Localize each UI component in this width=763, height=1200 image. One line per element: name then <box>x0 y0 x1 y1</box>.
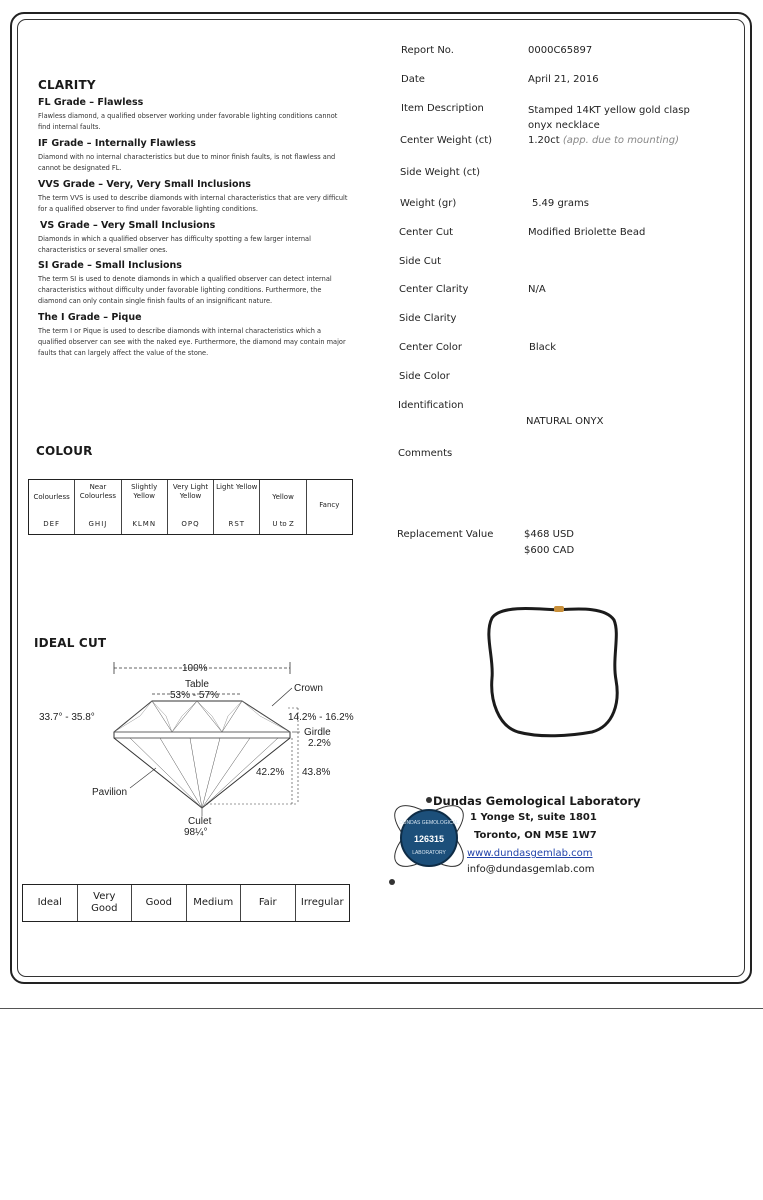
colour-cell-slightly-yellow <box>122 480 168 534</box>
clarity-desc-si: The term SI is used to denote diamonds in which a qualified observer can detect internal characteristics without difficulty under favorable lighting conditions. Furthermore, the diamond can only contain single finish faults of an insignificant nature. <box>38 275 332 305</box>
pavilion-depth-label: 42.2% <box>256 767 285 778</box>
seal-orbit-dot <box>426 797 432 803</box>
field-label-center-weight: Center Weight (ct) <box>400 135 493 146</box>
clarity-desc-vvs: The term VVS is used to describe diamonds with internal characteristics that are very difficult for a qualified observer to find under favorable lighting conditions. <box>38 194 348 213</box>
colour-cell-grades: DEF <box>43 520 61 528</box>
culet-value-label: 98¼° <box>184 827 208 838</box>
clarity-title: CLARITY <box>38 78 96 92</box>
crown-star-facets <box>114 701 290 732</box>
colour-cell-very-light-yellow <box>168 480 214 534</box>
girdle-label: Girdle <box>304 727 331 738</box>
colour-cell-grades: RST <box>228 520 246 528</box>
clarity-desc-vs: Diamonds in which a qualified observer has difficulty spotting a few larger internal characteristics or several smaller ones. <box>38 235 311 254</box>
clarity-desc-if: Diamond with no internal characteristics but due to minor finish faults, is not flawless and cannot be designated FL. <box>38 153 336 172</box>
field-value-center-color: Black <box>529 342 557 353</box>
clarity-grade-vs: VS Grade – Very Small Inclusions <box>40 220 216 231</box>
crown-height-label: 14.2% - 16.2% <box>288 712 354 723</box>
lab-address-line1: 1 Yonge St, suite 1801 <box>470 812 597 823</box>
field-label-comments: Comments <box>398 448 453 459</box>
field-label-center-cut: Center Cut <box>399 227 454 238</box>
colour-cell-grades: GHIJ <box>88 520 108 528</box>
colour-cell-grades: OPQ <box>181 520 200 528</box>
field-value-center-cut: Modified Briolette Bead <box>528 227 646 238</box>
pavilion-facet <box>190 738 202 808</box>
colour-cell-label: Light Yellow <box>216 483 258 491</box>
seal-orbit-dot <box>389 879 395 885</box>
clarity-grade-fl: FL Grade – Flawless <box>38 97 144 108</box>
page-edge-line <box>0 1008 763 1009</box>
colour-cell-label: Yellow <box>272 493 294 501</box>
field-label-side-color: Side Color <box>399 371 450 382</box>
colour-cell-light-yellow <box>214 480 260 534</box>
colour-cell-label: Fancy <box>319 501 340 509</box>
field-label-weight-gr: Weight (gr) <box>400 198 457 209</box>
clarity-desc-i: The term I or Pique is used to describe diamonds with internal characteristics which a qualified observer can see with the naked eye. Furthermore, the diamond may contain major faults that can largely affect the value of the stone. <box>38 327 346 357</box>
colour-cell-grades: KLMN <box>132 520 157 528</box>
cut-grade-very-good: Very Good <box>78 885 133 921</box>
colour-cell-grades: U to Z <box>272 520 294 528</box>
field-label-report-no: Report No. <box>401 45 454 56</box>
center-weight-value: 1.20ct <box>528 135 560 146</box>
center-weight-note: (app. due to mounting) <box>562 135 680 146</box>
cut-grade-good: Good <box>132 885 187 921</box>
field-value-item-description: Stamped 14KT yellow gold clasp onyx necklace <box>528 105 690 131</box>
field-label-identification: Identification <box>398 400 464 411</box>
field-label-center-color: Center Color <box>399 342 462 353</box>
necklace-clasp <box>554 606 564 612</box>
field-label-replacement-value: Replacement Value <box>397 529 494 540</box>
lab-email: info@dundasgemlab.com <box>467 864 595 875</box>
field-value-date: April 21, 2016 <box>528 74 599 85</box>
diamond-proportions-diagram <box>30 658 360 838</box>
field-value-center-clarity: N/A <box>528 284 546 295</box>
ideal-cut-title: IDEAL CUT <box>34 636 107 650</box>
culet-label: Culet <box>188 816 212 827</box>
seal-text-bottom: LABORATORY <box>412 850 446 856</box>
colour-cell-label: Very Light Yellow <box>172 483 209 500</box>
lab-name: Dundas Gemological Laboratory <box>433 794 641 808</box>
field-label-side-weight: Side Weight (ct) <box>400 167 481 178</box>
colour-cell-yellow <box>260 480 306 534</box>
cut-grade-irregular: Irregular <box>300 897 344 908</box>
clarity-grade-vvs: VVS Grade – Very, Very Small Inclusions <box>38 179 251 190</box>
pavilion-pointer <box>130 768 156 788</box>
colour-cell-label: Slightly Yellow <box>131 483 158 500</box>
cut-grade-medium: Medium <box>187 885 242 921</box>
total-width-label: 100% <box>182 663 208 674</box>
pavilion-facet <box>202 738 220 808</box>
pavilion-label: Pavilion <box>92 787 128 798</box>
clarity-grade-if: IF Grade – Internally Flawless <box>38 138 196 149</box>
field-value-weight-gr: 5.49 grams <box>532 198 589 209</box>
field-label-item-description: Item Description <box>401 103 484 114</box>
colour-title: COLOUR <box>36 444 93 458</box>
diamond-outline <box>114 701 290 808</box>
colour-cell-label: Near Colourless <box>79 483 117 500</box>
total-depth-label: 43.8% <box>302 767 331 778</box>
seal-number: 126315 <box>413 834 445 844</box>
replacement-value-cad: $600 CAD <box>524 545 575 556</box>
table-label: Table <box>185 679 209 690</box>
seal-text-top: DUNDAS GEMOLOGICAL <box>399 820 459 826</box>
table-range-label: 53% - 57% <box>170 690 219 701</box>
colour-cell-fancy <box>307 480 352 534</box>
clarity-desc-fl: Flawless diamond, a qualified observer working under favorable lighting conditions cannot find internal faults. <box>38 112 338 131</box>
colour-scale-table <box>28 479 353 535</box>
lab-website-link[interactable]: www.dundasgemlab.com <box>467 848 593 859</box>
cut-grade-ideal: Ideal <box>23 885 78 921</box>
colour-cell-near-colourless <box>75 480 121 534</box>
field-label-side-clarity: Side Clarity <box>399 313 457 324</box>
crown-facets <box>114 701 290 732</box>
clarity-grade-i: The I Grade – Pique <box>38 312 142 323</box>
girdle-value-label: 2.2% <box>308 738 331 749</box>
pavilion-facet <box>202 738 250 808</box>
field-label-center-clarity: Center Clarity <box>399 284 469 295</box>
field-label-date: Date <box>401 74 425 85</box>
colour-cell-label: Colourless <box>33 493 70 501</box>
cut-grade-fair: Fair <box>241 885 296 921</box>
field-value-center-weight <box>528 135 679 146</box>
field-value-identification: NATURAL ONYX <box>526 416 604 427</box>
clarity-grade-si: SI Grade – Small Inclusions <box>38 260 182 271</box>
field-value-report-no: 0000C65897 <box>528 45 593 56</box>
necklace-strand <box>489 608 617 735</box>
colour-cell-colourless <box>29 480 75 534</box>
pavilion-facet <box>130 738 202 808</box>
cut-grade-table <box>22 884 350 922</box>
necklace-photo <box>470 598 640 760</box>
crown-angle-label: 33.7° - 35.8° <box>39 712 95 723</box>
lab-address-line2: Toronto, ON M5E 1W7 <box>474 830 597 841</box>
crown-pointer <box>272 688 292 706</box>
replacement-value-usd: $468 USD <box>524 529 574 540</box>
crown-label: Crown <box>294 683 323 694</box>
field-label-side-cut: Side Cut <box>399 256 442 267</box>
